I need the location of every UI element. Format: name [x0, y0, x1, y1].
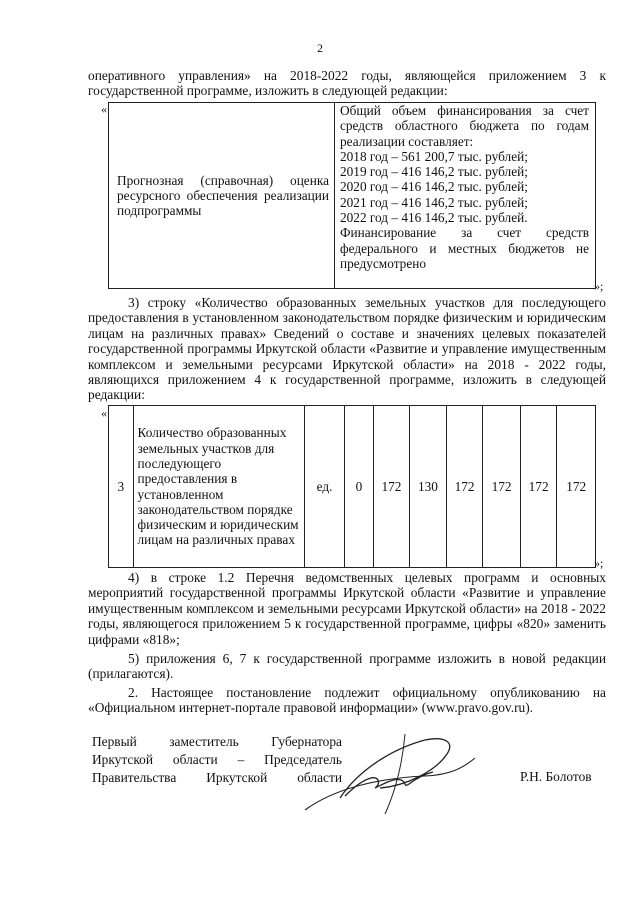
indicator-value-2018: 172 — [373, 406, 410, 568]
paragraph-4: 4) в строке 1.2 Перечня ведомственных целевых программ и основных мероприятий государственной программы Иркутской области «Развитие и управление имущественным комплексом и земельными ресурсами Иркутской области» на 2018 - 2022 годы, являющегося приложением 5 к государственной программе, цифры «820» заменить цифрами «818»; — [88, 570, 606, 647]
indicator-table — [108, 405, 596, 568]
signatory-position-line-3: Правительства Иркутской области — [92, 770, 342, 785]
indicator-value-2017: 0 — [345, 406, 373, 568]
paragraph-intro: оперативного управления» на 2018-2022 годы, являющейся приложением 3 к государственной программе, изложить в следующей редакции: — [88, 68, 606, 99]
financing-year-2022: 2022 год – 416 146,2 тыс. рублей. — [340, 210, 528, 226]
financing-year-2020: 2020 год – 416 146,2 тыс. рублей; — [340, 179, 528, 195]
signatory-position-line-2: Иркутской области – Председатель — [92, 752, 342, 767]
financing-year-2021: 2021 год – 416 146,2 тыс. рублей; — [340, 194, 528, 210]
indicator-value-total: 172 — [557, 406, 596, 568]
table-row — [109, 406, 596, 568]
financing-year-2018: 2018 год – 561 200,7 тыс. рублей; — [340, 148, 528, 164]
financing-year-2019: 2019 год – 416 146,2 тыс. рублей; — [340, 164, 528, 180]
indicator-number: 3 — [109, 406, 134, 568]
quote-open-2: « — [101, 406, 107, 420]
indicator-value-2019: 130 — [410, 406, 447, 568]
paragraph-3: 3) строку «Количество образованных земельных участков для последующего предоставления в установленном законодательством порядке физическим и юридическим лицам на различных правах» Сведений о составе и значениях целевых показателей государственной программы Иркутской области «Развитие и управление имущественным комплексом и земельными ресурсами Иркутской области» на 2018 - 2022 годы, являющихся приложением 4 к государственной программе, изложить в следующей редакции: — [88, 295, 606, 403]
financing-table-label-cell: Прогнозная (справочная) оценка ресурсного обеспечения реализации подпрограммы — [109, 103, 335, 289]
indicator-unit: ед. — [304, 406, 344, 568]
signatory-position-line-1: Первый заместитель Губернатора — [92, 734, 342, 749]
indicator-value-2022: 172 — [520, 406, 557, 568]
page-number: 2 — [317, 41, 323, 55]
indicator-value-2020: 172 — [446, 406, 483, 568]
handwritten-signature — [285, 728, 485, 818]
indicator-value-2021: 172 — [483, 406, 521, 568]
paragraph-6: 2. Настоящее постановление подлежит официальному опубликованию на «Официальном интернет-портале правовой информации» (www.pravo.gov.ru). — [88, 685, 606, 716]
quote-close-2: »; — [594, 556, 604, 570]
quote-close-1: »; — [594, 279, 604, 293]
financing-table — [108, 102, 596, 289]
indicator-name: Количество образованных земельных участков для последующего предоставления в установленном законодательством порядке физическим и юридическим лицам на различных правах — [133, 406, 304, 568]
financing-federal-note: Финансирование за счет средств федерального и местных бюджетов не предусмотрено — [340, 225, 589, 271]
financing-total-line: Общий объем финансирования за счет средств областного бюджета по годам реализации составляет: — [340, 103, 589, 149]
paragraph-5: 5) приложения 6, 7 к государственной программе изложить в новой редакции (прилагаются). — [88, 651, 606, 682]
signatory-name: Р.Н. Болотов — [520, 769, 592, 784]
financing-table-value-cell — [335, 103, 596, 289]
quote-open-1: « — [101, 102, 107, 116]
